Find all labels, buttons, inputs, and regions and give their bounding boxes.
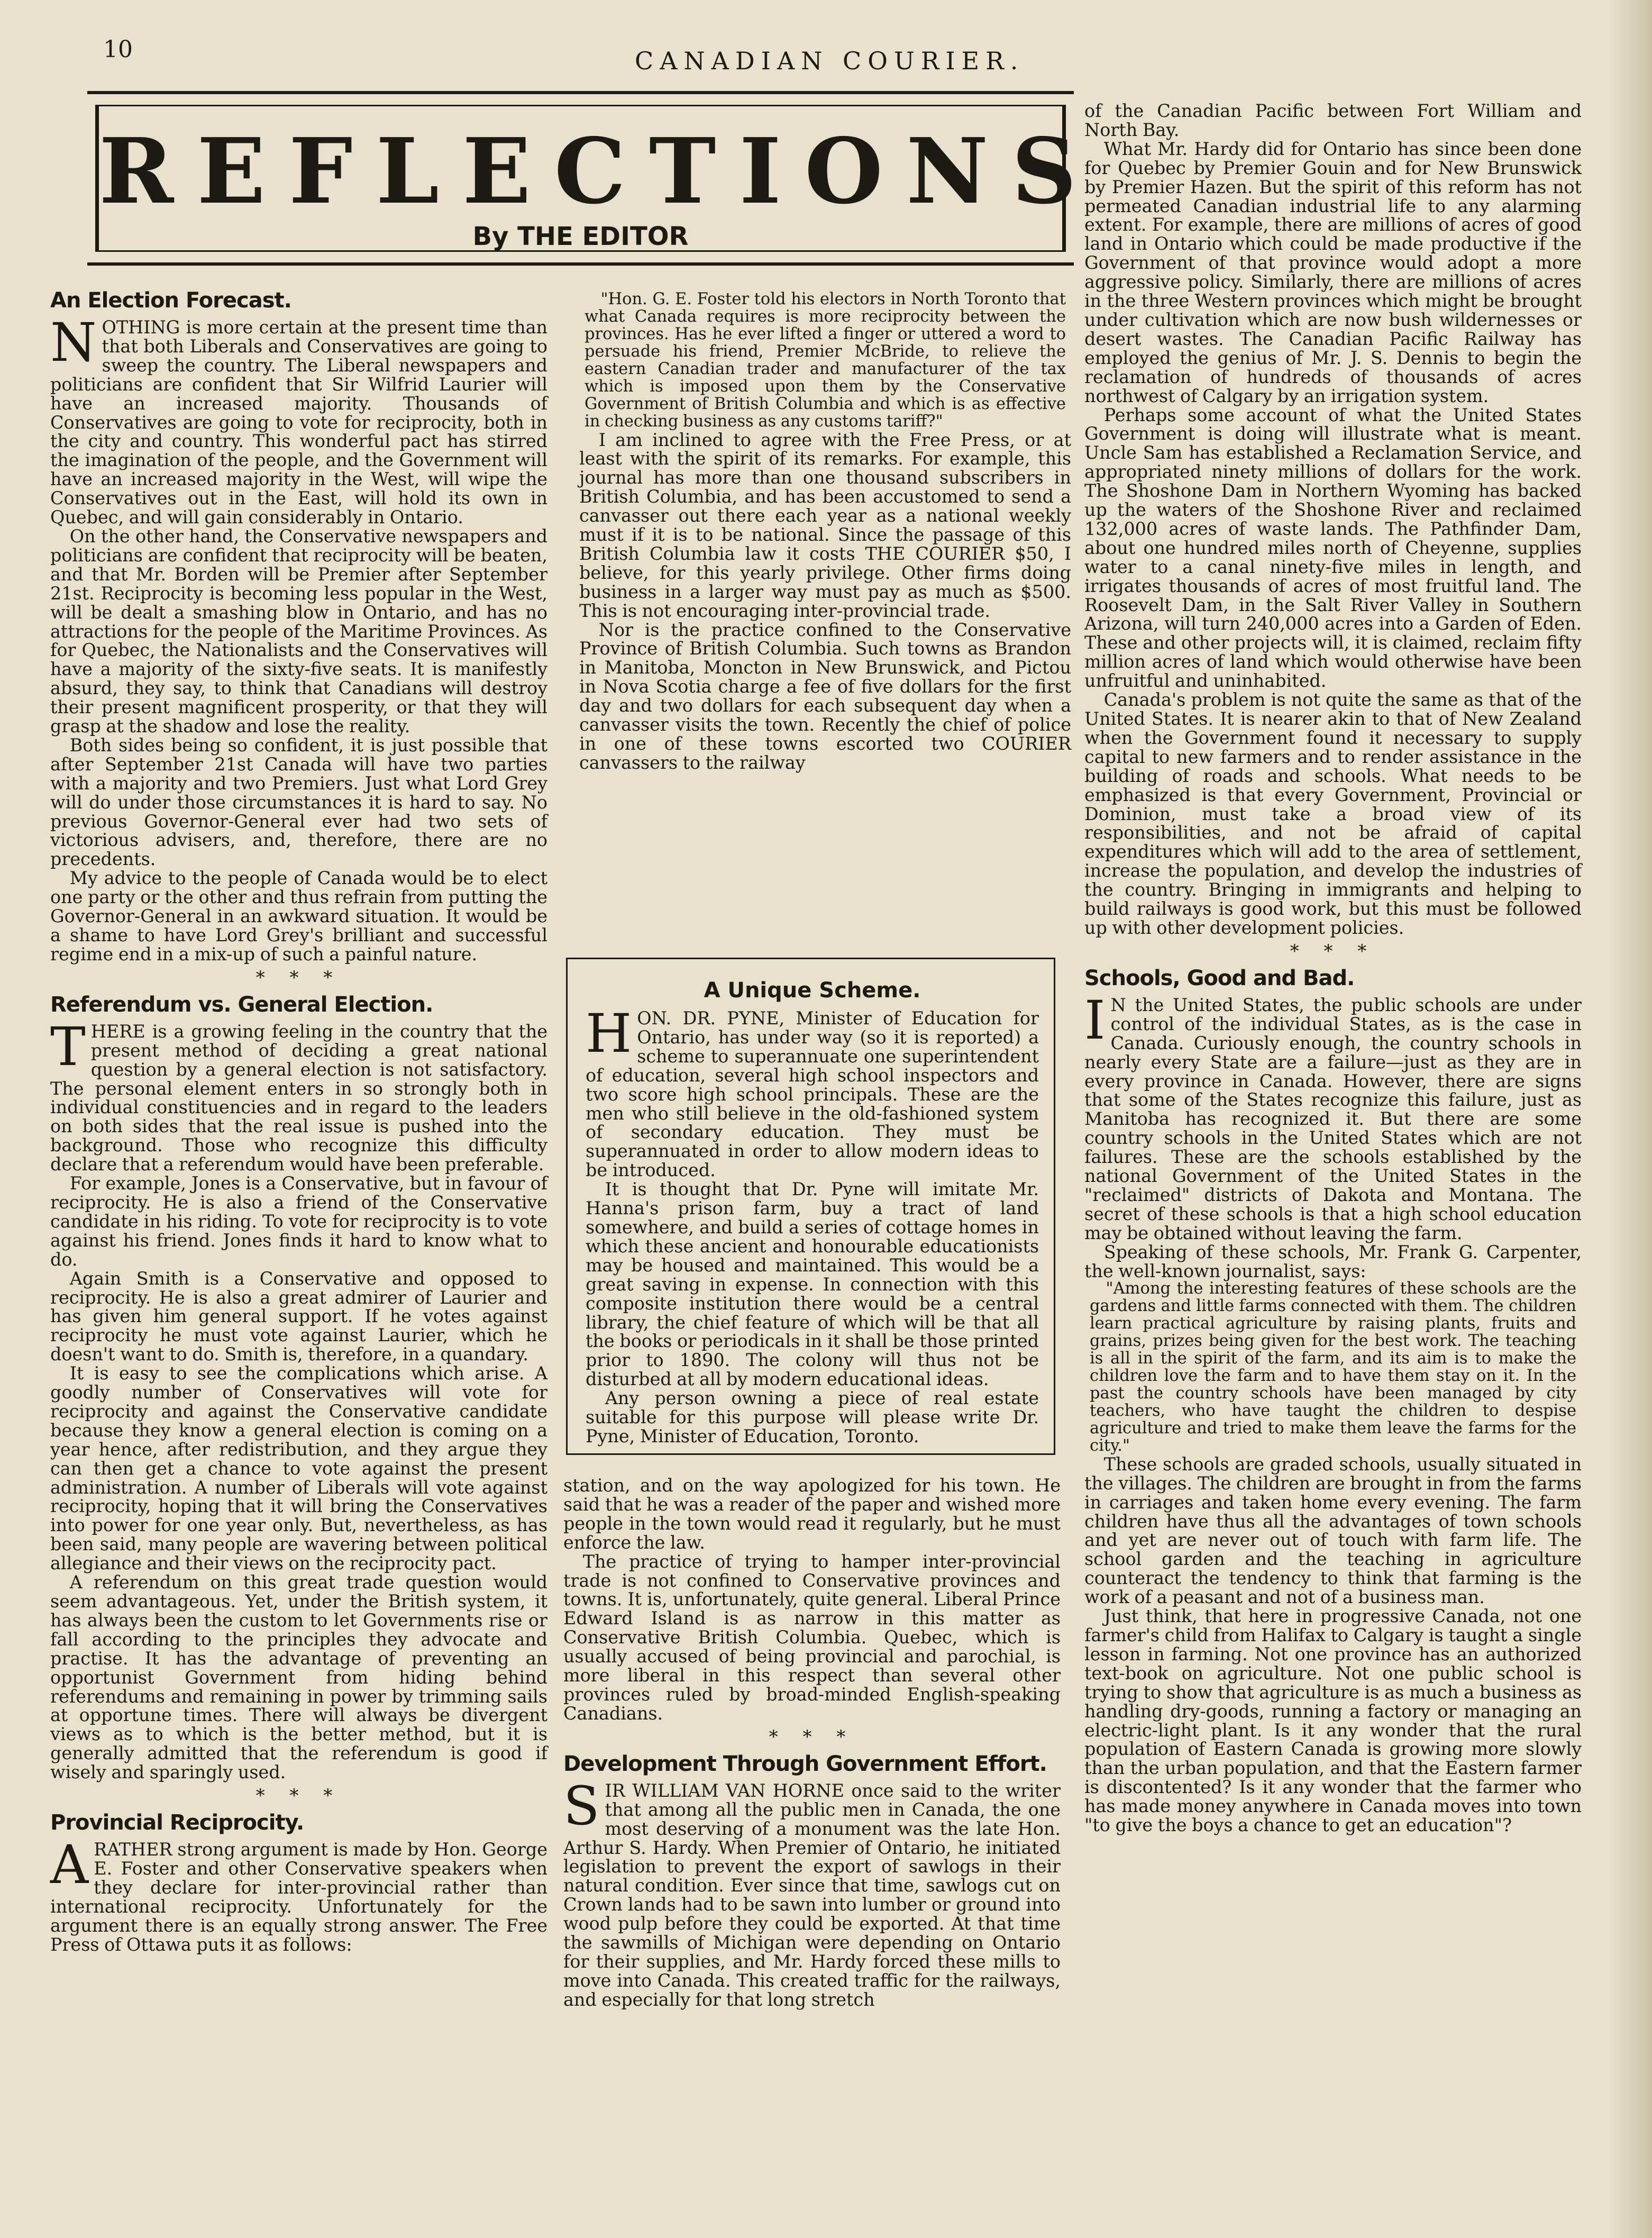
masthead-frame xyxy=(95,105,1100,252)
drop-cap: H xyxy=(586,1003,632,1065)
paragraph: HON. DR. PYNE, Minister of Education for Ontario, has under way (so it is reported) a scheme to superannuate one superintendent of education, several high school inspectors and two score high school principals. These are the men who still believe in the old-fashioned system of secondary education. They must be superannuated in order to allow modern ideas to be introduced. xyxy=(586,1003,1039,1181)
section-separator: * * * xyxy=(255,1785,342,1807)
paragraph: station, and on the way apologized for his town. He said that he was a reader of the paper and wished more people in the town would read it regularly, but he must enforce the law. xyxy=(563,1475,1061,1553)
paragraph: Again Smith is a Conservative and opposed to reciprocity. He is also a great admirer of Laurier and has given him general support. If he votes against reciprocity he must vote against Laurier, which he doesn't want to do. Smith is, therefore, in a quandary. xyxy=(50,1268,547,1365)
drop-cap: S xyxy=(563,1775,600,1837)
drop-cap: N xyxy=(50,312,97,374)
column-1 xyxy=(50,288,547,1954)
quote-text: "Among the interesting features of these schools are the gardens and little farms connected with them. The children learn practical agriculture by raising plants, fruits and grains, prizes being given for the best work. The teaching is all in the spirit of the farm, and its aim is to make the children love the farm and to have them stay on it. In the past the country schools have been managed by city teachers, who have taught the children to despise agriculture and tried to make them leave the farms for the city." xyxy=(1090,1279,1576,1455)
paragraph: Just think, that here in progressive Canada, not one farmer's child from Halifax to Calgary is taught a single lesson in farming. Not one province has an authorized text-book on agriculture. Not one public school is trying to show that agriculture is as much a business as handling dry-goods, running a factory or managing an electric-light plant. Is it any wonder that the rural population of Eastern Canada is growing more slowly than the urban population, and that the Eastern farmer is discontented? Is it any wonder that the farmer who has made money anywhere in Canada moves into town "to give the boys a chance to get an education"? xyxy=(1084,1606,1582,1836)
paragraph: I am inclined to agree with the Free Press, or at least with the spirit of its remarks. For example, this journal has more than one thousand subscribers in British Columbia, and has been accustomed to send a canvasser out there each year as a national weekly must if it is to be national. Since the passage of this British Columbia law it costs THE COURIER $50, I believe, for this yearly privilege. Other firms doing business in a larger way must pay as much as $500. This is not encouraging inter-provincial trade. xyxy=(579,429,1071,621)
paragraph: THERE is a growing feeling in the country that the present method of deciding a great national question by a general election is not satisfactory. The personal element enters in so strongly both in individual constituencies and in regard to the leaders on both sides that the real issue is pushed into the background. Those who recognize this difficulty declare that a referendum would have been preferable. xyxy=(50,1015,547,1175)
boxed-article xyxy=(566,958,1055,1455)
heading-referendum: Referendum vs. General Election. xyxy=(50,992,433,1017)
paragraph: Perhaps some account of what the United States Government is doing will illustrate what is meant. Uncle Sam has established a Reclamation Service, and appropriated ninety millions of dollars for the work. The Shoshone Dam in Northern Wyoming has backed up the waters of the Shoshone River and reclaimed 132,000 acres of waste lands. The Pathfinder Dam, about one hundred miles north of Cheyenne, supplies water to a canal ninety-five miles in length, and irrigates thousands of acres of most fruitful land. The Roosevelt Dam, in the Salt River Valley in Southern Arizona, will turn 240,000 acres into a Garden of Eden. These and other projects will, it is claimed, reclaim fifty million acres of land which would otherwise have been unfruitful and uninhabited. xyxy=(1084,404,1582,692)
heading-unique-scheme: A Unique Scheme. xyxy=(704,978,921,1003)
paragraph: Canada's problem is not quite the same as that of the United States. It is nearer akin to that of New Zealand when the Government found it necessary to supply capital to new farmers and to render assistance in the building of roads and schools. What needs to be emphasized is that every Government, Provincial or Dominion, must take a broad view of its responsibilities, and not be afraid of capital expenditures which will add to the area of settlement, increase the population, and develop the industries of the country. Bringing in immigrants and helping to build railways is good work, but this must be followed up with other development policies. xyxy=(1084,689,1582,938)
drop-cap: I xyxy=(1084,989,1106,1051)
paragraph: These schools are graded schools, usually situated in the villages. The children are brought in from the farms in carriages and taken home every evening. The farm children have thus all the advantages of town schools and yet are never out of touch with farm life. The school garden and the teaching in agriculture counteract the tendency to think that farming is the work of a peasant and not of a business man. xyxy=(1084,1453,1582,1608)
drop-cap: A xyxy=(50,1834,89,1896)
publication-name: CANADIAN COURIER. xyxy=(635,47,1025,75)
heading-schools: Schools, Good and Bad. xyxy=(1084,966,1355,990)
masthead-title: REFLECTIONS xyxy=(99,119,1100,224)
heading-development: Development Through Government Effort. xyxy=(563,1751,1047,1776)
masthead xyxy=(87,91,1100,266)
heading-provincial-reciprocity: Provincial Reciprocity. xyxy=(50,1811,304,1835)
paragraph: of the Canadian Pacific between Fort William and North Bay. xyxy=(1084,101,1582,140)
paragraph: I N the United States, the public schools are under control of the individual States, as is the case in Canada. Curiously enough, the country schools in nearly every State are a failure—just as they are in every province in Canada. However, there are signs that some of the States recognize this failure, just as Manitoba has recognized it. But there are some country schools in the United States which are not failures. These are the schools established by the national Government of the United States in the "reclaimed" districts of Dakota and Montana. The secret of these schools is that a high school education may be obtained without leaving the farm. xyxy=(1084,989,1582,1243)
paragraph: The practice of trying to hamper inter-provincial trade is not confined to Conservative provinces and towns. It is, unfortunately, quite general. Liberal Prince Edward Island is as narrow in this matter as Conservative British Columbia. Quebec, which is usually accused of being provincial and parochial, is more liberal in this respect than several other provinces ruled by broad-minded English-speaking Canadians. xyxy=(563,1551,1061,1724)
paragraph: On the other hand, the Conservative newspapers and politicians are confident that reciprocity will be beaten, and that Mr. Borden will be Premier after September 21st. Reciprocity is becoming less popular in the West, will be dealt a smashing blow in Ontario, and has no attractions for the people of the Maritime Provinces. As for Quebec, the Nationalists and the Conservatives will have a majority of the sixty-five seats. It is manifestly absurd, they say, to think that Canadians will destroy their present magnificent prosperity, or that they will grasp at the shadow and lose the reality. xyxy=(50,525,547,737)
block-quote xyxy=(579,291,1071,431)
paragraph: SIR WILLIAM VAN HORNE once said to the writer that among all the public men in Canada, the one most deserving of a monument was the late Hon. Arthur S. Hardy. When Premier of Ontario, he initiated legislation to prevent the export of sawlogs in their natural condition. Ever since that time, sawlogs cut on Crown lands had to be sawn into lumber or ground into wood pulp before they could be exported. At that time the sawmills of Michigan were depending on Ontario for their supplies, and Mr. Hardy forced these mills to move into Canada. This created traffic for the railways, and especially for that long stretch xyxy=(563,1775,1061,2010)
column-2-top xyxy=(579,291,1071,772)
column-2-bottom xyxy=(563,1476,1061,2009)
paragraph: Speaking of these schools, Mr. Frank G. Carpenter, the well-known journalist, says: xyxy=(1084,1241,1582,1281)
section-separator: * * * xyxy=(769,1726,855,1748)
paragraph: NOTHING is more certain at the present time than that both Liberals and Conservatives are going to sweep the country. The Liberal newspapers and politicians are confident that Sir Wilfrid Laurier will have an increased majority. Thousands of Conservatives are going to vote for reciprocity, both in the city and country. This wonderful pact has stirred the imagination of the people, and the Government will have an increased majority in the West, will wipe the Conservatives out in the East, will hold its own in Quebec, and will gain considerably in Ontario. xyxy=(50,312,547,528)
paragraph: It is easy to see the complications which arise. A goodly number of Conservatives will vote for reciprocity and against the Conservative candidate because they know a general election is coming on a year hence, after redistribution, and they argue they can then get a chance to vote against the present administration. A number of Liberals will vote against reciprocity, hoping that it will bring the Conservatives into power for one year only. But, nevertheless, as has been said, many people are wavering between political allegiance and their views on the reciprocity pact. xyxy=(50,1363,547,1574)
quote-text: "Hon. G. E. Foster told his electors in North Toronto that what Canada requires is more reciprocity between the provinces. Has he ever lifted a finger or uttered a word to persuade his friend, Premier McBride, to relieve the eastern Canadian trader and manufacturer of the tax which is imposed upon them by the Conservative Government of British Columbia and which is as effective in checking business as any customs tariff?" xyxy=(585,290,1066,431)
paragraph: Both sides being so confident, it is just possible that after September 21st Canada will have two parties with a majority and two Premiers. Just what Lord Grey will do under those circumstances it is hard to say. No previous Governor-General ever had two sets of victorious advisers, and, therefore, there are no precedents. xyxy=(50,734,547,870)
paragraph: ARATHER strong argument is made by Hon. George E. Foster and other Conservative speakers when they declare for inter-provincial rather than international reciprocity. Unfortunately for the argument there is an equally strong answer. The Free Press of Ottawa puts it as follows: xyxy=(50,1834,547,1955)
section-separator: * * * xyxy=(255,967,342,988)
section-separator: * * * xyxy=(1290,940,1376,962)
paragraph: For example, Jones is a Conservative, but in favour of reciprocity. He is also a friend of the Conservative candidate in his riding. To vote for reciprocity is to vote against his friend. Jones finds it hard to know what to do. xyxy=(50,1173,547,1270)
paragraph: Any person owning a piece of real estate suitable for this purpose will please write Dr. Pyne, Minister of Education, Toronto. xyxy=(586,1388,1039,1446)
block-quote xyxy=(1084,1280,1582,1454)
column-3 xyxy=(1084,102,1582,1835)
paragraph: What Mr. Hardy did for Ontario has since been done for Quebec by Premier Gouin and for New Brunswick by Premier Hazen. But the spirit of this reform has not permeated Canadian industrial life to any alarming extent. For example, there are millions of acres of good land in Ontario which could be made productive if the Government of that province would adopt a more aggressive policy. Similarly, there are millions of acres in the three Western provinces which might be brought under cultivation which are now bush wildernesses or desert wastes. The Canadian Pacific Railway has employed the genius of Mr. J. S. Dennis to begin the reclamation of hundreds of thousands of acres northwest of Calgary by an irrigation system. xyxy=(1084,138,1582,406)
heading-election-forecast: An Election Forecast. xyxy=(50,288,291,313)
drop-cap: T xyxy=(50,1015,86,1078)
paragraph: A referendum on this great trade question would seem advantageous. Yet, under the British system, it has always been the custom to let Governments rise or fall according to the principles they advocate and practise. It has the advantage of preventing an opportunist Government from hiding behind referendums and remaining in power by trimming sails at opportune times. There will always be divergent views as to which is the better method, but it is generally admitted that the referendum is good if wisely and sparingly used. xyxy=(50,1572,547,1783)
paragraph: My advice to the people of Canada would be to elect one party or the other and thus refrain from putting the Governor-General in an awkward situation. It would be a shame to have Lord Grey's brilliant and successful regime end in a mix-up of such a painful nature. xyxy=(50,868,547,965)
paragraph: It is thought that Dr. Pyne will imitate Mr. Hanna's prison farm, buy a tract of land somewhere, and build a series of cottage homes in which these ancient and honourable educationists may be housed and maintained. This would be a great saving in expense. In connection with this composite institution there would be a central library, the chief feature of which will be that all the books or periodicals in it shall be those printed prior to 1890. The colony will thus not be disturbed at all by modern educational ideas. xyxy=(586,1179,1039,1390)
paragraph: Nor is the practice confined to the Conservative Province of British Columbia. Such towns as Brandon in Manitoba, Moncton in New Brunswick, and Pictou in Nova Scotia charge a fee of five dollars for the first day and two dollars for each subsequent day when a canvasser visits the town. Recently the chief of police in one of these towns escorted two COURIER canvassers to the railway xyxy=(579,619,1071,773)
masthead-byline: By THE EDITOR xyxy=(472,222,689,251)
page-edge-shadow xyxy=(1608,0,1652,2238)
page-number: 10 xyxy=(103,36,133,63)
